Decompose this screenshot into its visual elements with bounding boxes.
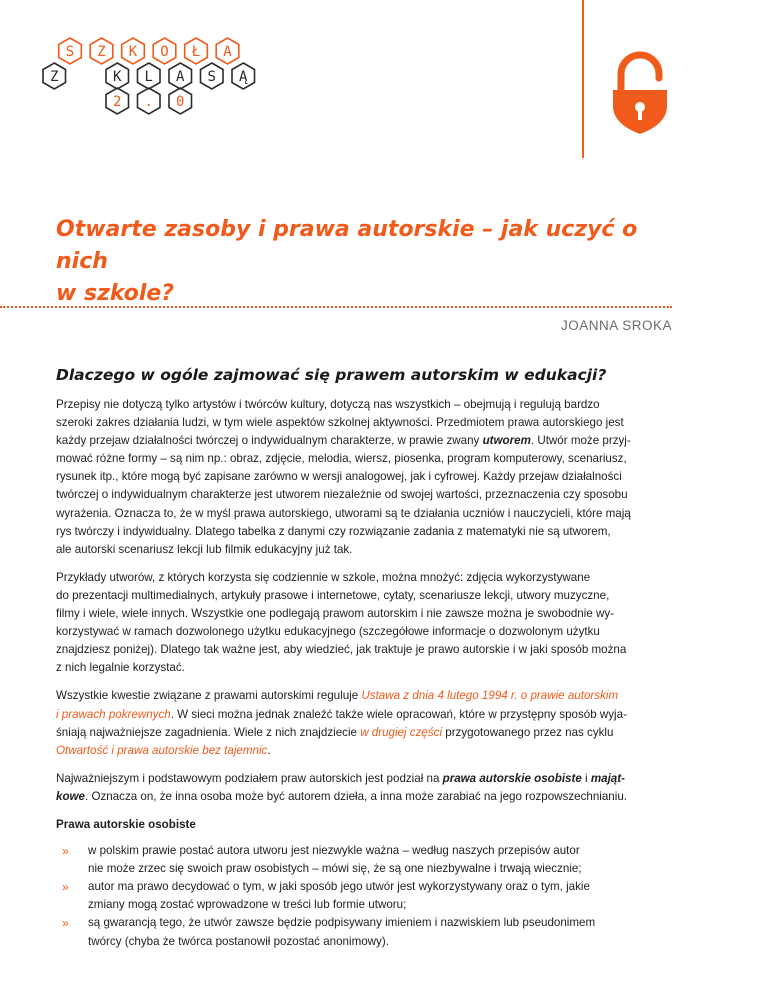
subheading: Prawa autorskie osobiste [56, 817, 196, 831]
logo-letter: 0 [176, 94, 185, 110]
padlock-open-heart-icon [609, 52, 671, 134]
paragraph-4 [56, 770, 712, 806]
paragraph-1 [56, 396, 712, 559]
bullet-mark-icon: » [62, 880, 69, 895]
text-run: śniają najważniejsze zagadnienia. Wiele z nich znajdziecie [56, 725, 361, 739]
text-line: twórczej o indywidualnym charakterze jest utworem niezależnie od swojej wartości, przeznaczenia czy sposobu [56, 488, 628, 502]
text-line: Przykłady utworów, z których korzysta się codziennie w szkole, można mnożyć: zdjęcia wykorzystywane [56, 570, 591, 584]
title-line-2: w szkole? [56, 281, 175, 306]
text-run: każdy przejaw działalności twórczej o indywidualnym charakterze, w prawie zwany [56, 434, 483, 448]
text-run: Wszystkie kwestie związane z prawami autorskimi reguluje [56, 689, 362, 703]
list-item [56, 914, 712, 950]
text-line: do prezentacji multimedialnych, artykuły prasowe i internetowe, cytaty, scenariusze lekcji, utwory muzyczne, [56, 588, 610, 602]
second-part-link[interactable]: w drugiej części [360, 725, 443, 739]
text-line: szeroki zakres działania ludzi, w tym wiele aspektów szkolnej aktywności. Przedmiotem prawa autorskiego jest [56, 416, 624, 430]
logo-letter: Ł [191, 44, 201, 60]
logo-letter: S [207, 69, 216, 85]
text-run: . [267, 743, 271, 757]
list-item [56, 842, 712, 878]
text-line: rys twórczy i indywidualny. Dlatego tabelka z danymi czy rozwiązanie zadania z matematyki nie są utworem, [56, 524, 611, 538]
series-link[interactable]: Otwartość i prawa autorskie bez tajemnic [56, 743, 268, 757]
logo-letter: L [144, 69, 153, 85]
text-line: w polskim prawie postać autora utworu jest niezwykle ważna – według naszych przepisów autor [88, 844, 580, 858]
logo-letter: S [65, 44, 75, 60]
logo-letter: A [223, 44, 232, 60]
text-line: wyrażenia. Oznacza to, że w myśl prawa autorskiego, utworami są te działania uczniów i nauczycieli, które mają [56, 506, 631, 520]
title-line-1: Otwarte zasoby i prawa autorskie – jak uczyć o nich [56, 217, 638, 274]
term-majatkowe-cont: kowe [56, 789, 85, 803]
text-line: twórcy (chyba że twórca postanowił pozostać anonimowy). [88, 934, 389, 948]
text-line: ale autorski scenariusz lekcji lub filmik edukacyjny już tak. [56, 542, 353, 556]
logo-letter: A [176, 69, 185, 85]
bullet-mark-icon: » [62, 916, 69, 931]
term-osobiste: prawa autorskie osobiste [442, 771, 582, 785]
text-run: . Oznacza on, że inna osoba może być autorem dzieła, a inna może zarabiać na jego rozpowszechnianiu. [85, 789, 627, 803]
text-line: autor ma prawo decydować o tym, w jaki sposób jego utwór jest wykorzystywany oraz o tym, jakie [88, 880, 590, 894]
logo [50, 38, 266, 116]
text-line: z nich legalnie korzystać. [56, 661, 185, 675]
text-line: mować różne formy – są nim np.: obraz, zdjęcie, melodia, wiersz, piosenka, program komputerowy, scenariusz, [56, 452, 627, 466]
text-line [56, 706, 712, 724]
text-line: są gwarancją tego, że utwór zawsze będzie podpisywany imieniem i nazwiskiem lub pseudonimem [88, 916, 596, 930]
author-name: JOANNA SROKA [560, 318, 672, 333]
paragraph-2 [56, 569, 712, 678]
text-line: zmiany mogą zostać wprowadzone w treści lub formie utworu; [88, 898, 407, 912]
text-line [56, 432, 712, 450]
text-line: korzystywać w ramach dozwolonego użytku edukacyjnego (szczegółowe informacje o dozwolonym użytku [56, 625, 600, 639]
text-run: przygotowanego przez nas cyklu [442, 725, 614, 739]
text-line: Przepisy nie dotyczą tylko artystów i twórców kultury, dotyczą nas wszystkich – obejmują i regulują bardzo [56, 398, 600, 411]
logo-letter: Z [97, 44, 106, 60]
bullet-list [56, 842, 712, 951]
logo-letter: Z [50, 69, 59, 85]
list-item [56, 878, 712, 914]
logo-letter: K [128, 44, 138, 60]
term-utwor: utworem [482, 434, 531, 448]
text-line: filmy i wiele, wiele innych. Wszystkie one podlegają prawom autorskim i nie zawsze można je swobodnie wy- [56, 607, 615, 621]
page-title [56, 214, 696, 310]
text-line [56, 724, 712, 742]
text-line [56, 788, 712, 806]
logo-letter: O [160, 44, 169, 60]
vertical-rule [582, 0, 584, 158]
text-run: i [581, 771, 591, 785]
text-line [56, 770, 712, 788]
law-act-link-cont[interactable]: i prawach pokrewnych [56, 707, 171, 721]
bullet-mark-icon: » [62, 844, 69, 859]
text-line [56, 687, 712, 705]
article-body [56, 396, 712, 951]
text-line: znajdziesz poniżej). Dlatego tak ważne jest, aby wiedzieć, jak traktuje je prawo autorskie i w jaki sposób można [56, 643, 627, 657]
section-heading: Dlaczego w ogóle zajmować się prawem autorskim w edukacji? [56, 366, 607, 384]
paragraph-3 [56, 687, 712, 759]
term-majatkowe: mająt- [590, 771, 625, 785]
logo-letter: K [113, 69, 122, 85]
text-run: Najważniejszym i podstawowym podziałem praw autorskich jest podział na [56, 771, 443, 785]
text-run: . Utwór może przyj- [530, 434, 631, 448]
logo-letter: 2 [113, 94, 122, 110]
logo-letter: Ą [239, 69, 248, 85]
law-act-link[interactable]: Ustawa z dnia 4 lutego 1994 r. o prawie autorskim [361, 689, 619, 703]
text-run: . W sieci można jednak znaleźć także wiele opracowań, które w przystępny sposób wyja- [170, 707, 627, 721]
text-line [56, 742, 712, 760]
logo-letter: . [144, 94, 153, 110]
text-line: nie może zrzec się swoich praw osobistych – mówi się, że są one niezbywalne i trwają wiecznie; [88, 862, 582, 876]
dotted-divider [0, 306, 672, 308]
text-line: rysunek itp., które mogą być zapisane zarówno w wersji analogowej, jak i cyfrowej. Każdy przejaw działalności [56, 470, 622, 484]
